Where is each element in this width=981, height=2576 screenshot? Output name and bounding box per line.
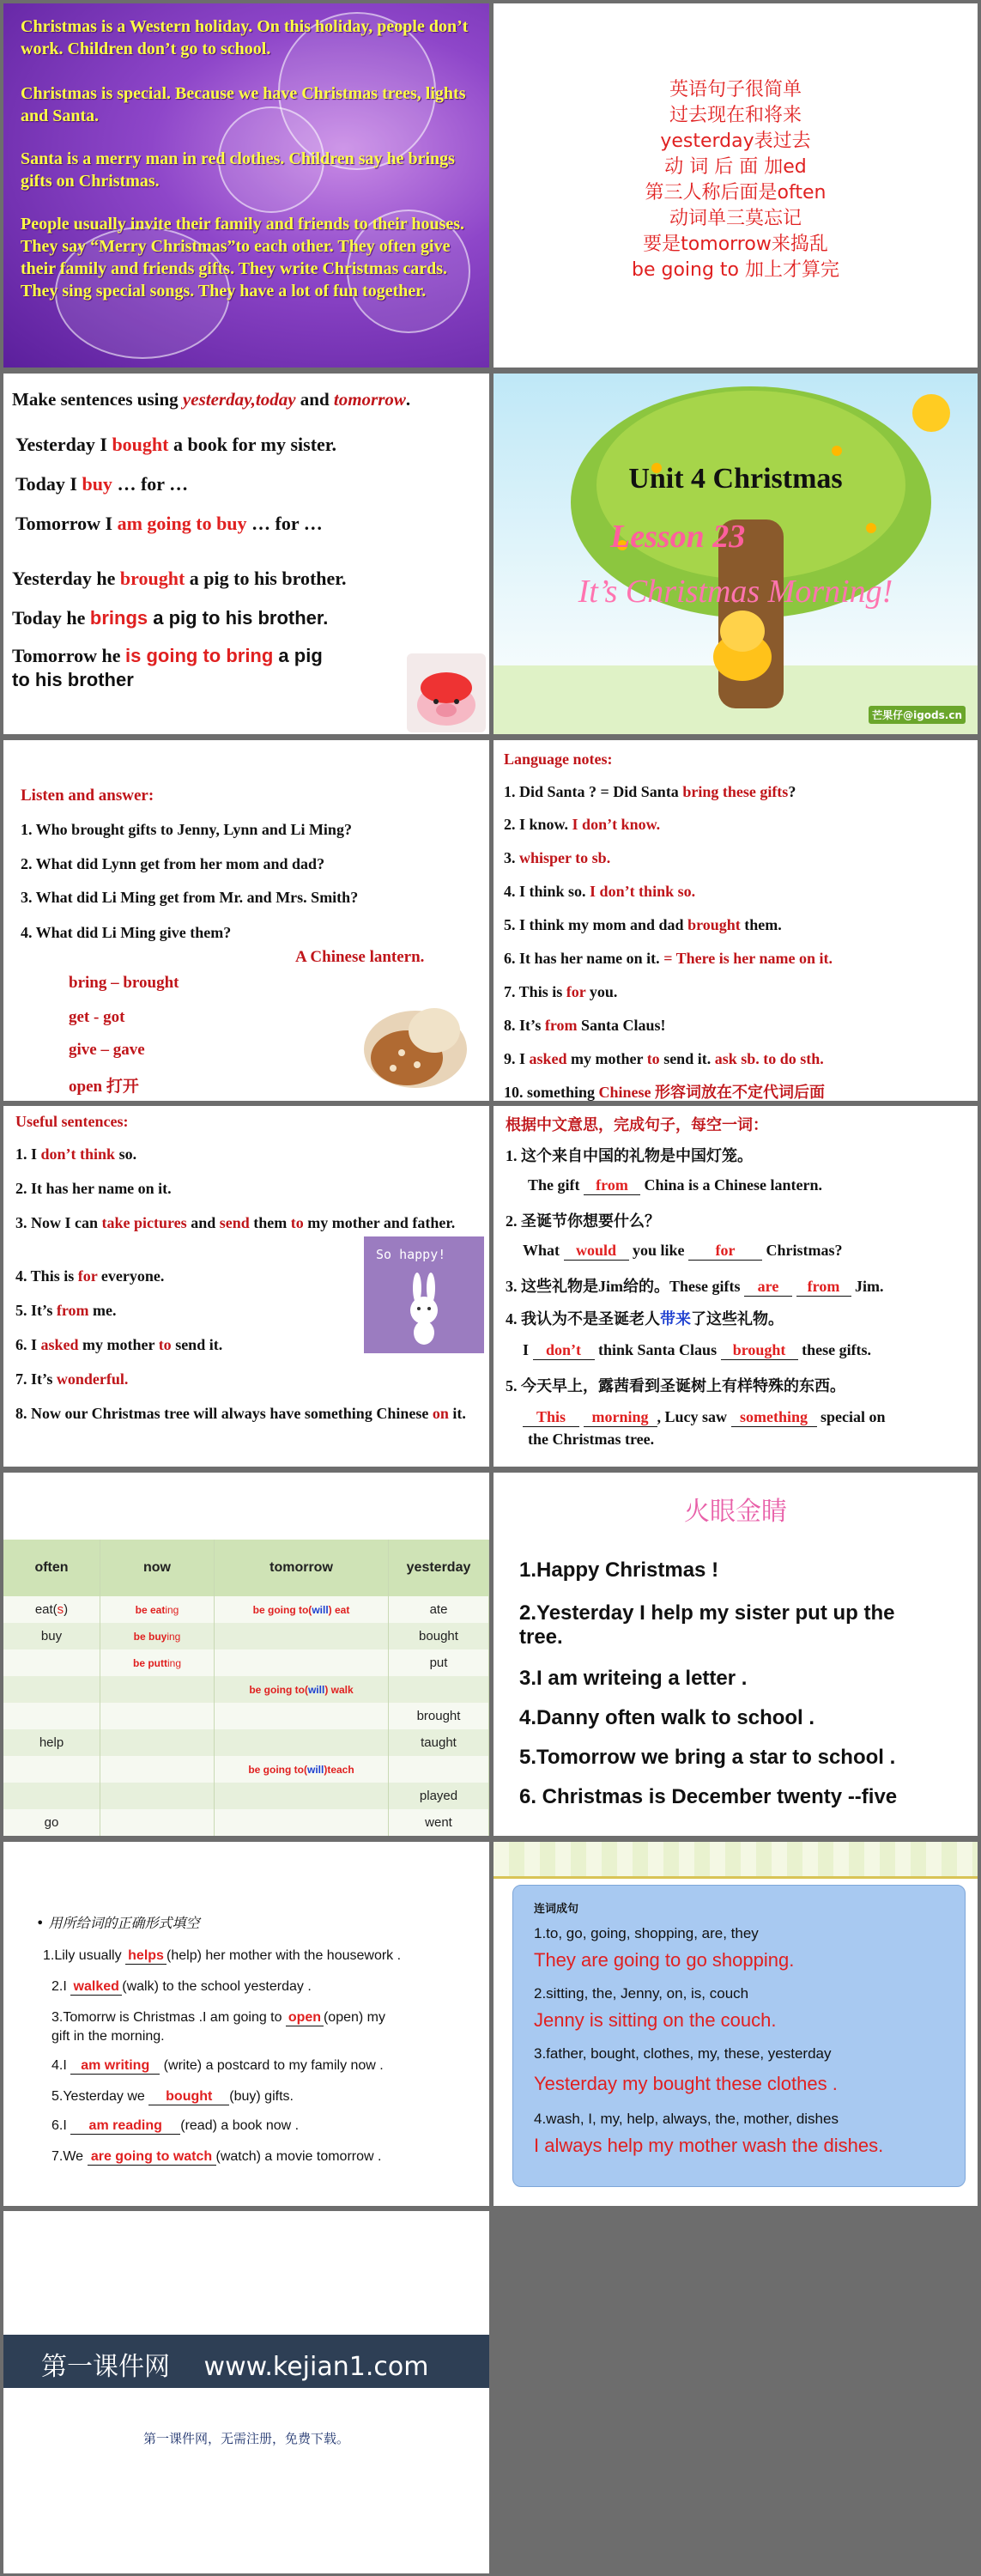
exercise-line: gift in the morning. <box>51 2029 165 2044</box>
error-sentence: tree. <box>519 1625 563 1649</box>
table-cell: ate <box>389 1596 489 1623</box>
sentence: 8. Now our Christmas tree will always have something Chinese on it. <box>15 1405 466 1422</box>
note: 2. I know. I don’t know. <box>504 816 661 833</box>
table-cell <box>215 1703 389 1729</box>
example-sentence: Today I buy … for … <box>15 473 189 495</box>
panel-heading: 连词成句 <box>534 1903 579 1916</box>
slide-complete-sentences <box>494 1106 978 1467</box>
exercise-line: What would you like for Christmas? <box>523 1242 843 1259</box>
table-cell: eat(s) <box>3 1596 100 1623</box>
table-cell: brought <box>389 1703 489 1729</box>
exercise-line: 3.Tomorrw is Christmas .I am going to open (open) my <box>51 2010 385 2025</box>
error-sentence: 6. Christmas is December twenty --five <box>519 1785 898 1808</box>
rhyme-line: 第三人称后面是often <box>645 182 827 204</box>
table-row <box>3 1596 489 1623</box>
slide-heading: Listen and answer: <box>21 787 154 805</box>
note: 1. Did Santa ? = Did Santa bring these gifts? <box>504 783 796 800</box>
slide-heading: 火眼金睛 <box>684 1497 787 1527</box>
slide-heading: Make sentences using yesterday,today and tomorrow. <box>12 389 411 410</box>
question: 1. Who brought gifts to Jenny, Lynn and Li Ming? <box>21 821 352 838</box>
table-cell <box>100 1783 215 1809</box>
note: 10. something Chinese 形容词放在不定代词后面 <box>504 1084 826 1101</box>
table-cell <box>3 1703 100 1729</box>
sentence: 4. This is for everyone. <box>15 1267 165 1285</box>
slide-heading: Useful sentences: <box>15 1113 129 1130</box>
table-cell <box>100 1756 215 1783</box>
table-cell: taught <box>389 1729 489 1756</box>
rhyme-line: yesterday表过去 <box>660 131 811 152</box>
table-cell: buy <box>3 1623 100 1649</box>
unit-title: Unit 4 Christmas <box>628 463 843 495</box>
table-cell <box>3 1649 100 1676</box>
exercise-line: 6.I am reading (read) a book now . <box>51 2118 300 2133</box>
slide-language-notes <box>494 740 978 1101</box>
slide-find-errors <box>494 1473 978 1836</box>
slide-word-ordering <box>494 1842 978 2206</box>
passage-paragraph: People usually invite their family and friends to their houses. They say “Merry Christmas”to each other. They often give their family and friends gifts. They write Christmas cards. They sing special songs. They have a lot of fun together. <box>21 215 465 301</box>
table-cell: be buying <box>100 1623 215 1649</box>
table-row <box>3 1783 489 1809</box>
brand-watermark: 芒果仔@igods.cn <box>869 706 966 724</box>
rhyme-line: be going to 加上才算完 <box>631 259 840 281</box>
example-sentence: Tomorrow I am going to buy … for … <box>15 513 323 534</box>
table-row <box>3 1809 489 1836</box>
lesson-subtitle: It’s Christmas Morning! <box>578 574 893 610</box>
error-sentence: 1.Happy Christmas ! <box>519 1558 719 1582</box>
note: 5. I think my mom and dad brought them. <box>504 916 782 933</box>
example-sentence: Tomorrow he is going to bring a pig <box>12 645 323 666</box>
table-cell <box>3 1756 100 1783</box>
verb-tense-table <box>3 1540 489 1836</box>
slide-fill-in-forms <box>3 1842 489 2206</box>
table-cell: be going to(will) walk <box>215 1676 389 1703</box>
note: 4. I think so. I don’t think so. <box>504 883 696 900</box>
answer: I always help my mother wash the dishes. <box>534 2135 884 2156</box>
sentence: 7. It’s wonderful. <box>15 1370 129 1388</box>
note: 6. It has her name on it. = There is her name on it. <box>504 950 833 967</box>
word-form: bring – brought <box>69 974 179 992</box>
answer: A Chinese lantern. <box>295 948 425 966</box>
answer: Yesterday my bought these clothes . <box>534 2073 838 2094</box>
site-banner <box>3 2335 489 2388</box>
example-sentence: Yesterday I bought a book for my sister. <box>15 434 337 455</box>
column-header: often <box>3 1540 100 1596</box>
slide-make-sentences <box>3 374 489 734</box>
column-header: now <box>100 1540 215 1596</box>
exercise-line: 2.I walked (walk) to the school yesterday . <box>51 1979 312 1994</box>
note: 8. It’s from Santa Claus! <box>504 1017 666 1034</box>
exercise-prompt: 2. 圣诞节你想要什么？ <box>506 1212 660 1230</box>
table-cell <box>215 1729 389 1756</box>
slide-heading: 根据中文意思，完成句子，每空一词： <box>506 1116 768 1133</box>
error-sentence: 2.Yesterday I help my sister put up the <box>519 1601 895 1625</box>
question: 3. What did Li Ming get from Mr. and Mrs. Smith? <box>21 889 359 906</box>
rhyme-line: 动词单三莫忘记 <box>669 208 802 229</box>
passage-paragraph: Christmas is a Western holiday. On this holiday, people don’t work. Children don’t go to school. <box>21 17 469 58</box>
word-list: 4.wash, I, my, help, always, the, mother, dishes <box>534 2111 839 2127</box>
table-cell <box>389 1676 489 1703</box>
table-cell <box>215 1783 389 1809</box>
table-cell: went <box>389 1809 489 1836</box>
table-cell: be putting <box>100 1649 215 1676</box>
so-happy-sticker: So happy! <box>364 1236 484 1353</box>
slide-useful-sentences <box>3 1106 489 1467</box>
table-cell <box>3 1783 100 1809</box>
example-sentence: to his brother <box>12 669 134 690</box>
table-cell: played <box>389 1783 489 1809</box>
table-row <box>3 1756 489 1783</box>
exercise-line: 5.Yesterday we bought (buy) gifts. <box>51 2089 294 2104</box>
table-cell: put <box>389 1649 489 1676</box>
plush-toy-image <box>355 989 475 1092</box>
pig-toy-image <box>407 653 486 732</box>
exercise-prompt: 4. 我认为不是圣诞老人带来了这些礼物。 <box>506 1310 784 1327</box>
table-cell <box>3 1676 100 1703</box>
lesson-number: Lesson 23 <box>610 519 746 555</box>
exercise-line: I don’t think Santa Claus brought these gifts. <box>523 1341 872 1358</box>
word-list: 3.father, bought, clothes, my, these, yesterday <box>534 2045 832 2062</box>
top-decoration <box>494 1842 978 1879</box>
word-ordering-panel <box>512 1885 966 2187</box>
rhyme-line: 英语句子很简单 <box>669 79 802 100</box>
answer: Jenny is sitting on the couch. <box>534 2009 777 2031</box>
note: 3. whisper to sb. <box>504 849 611 866</box>
table-cell <box>100 1703 215 1729</box>
exercise-line: 3. 这些礼物是Jim给的。These gifts are from Jim. <box>506 1278 884 1295</box>
exercise-prompt: 5. 今天早上，露茜看到圣诞树上有样特殊的东西。 <box>506 1377 845 1394</box>
exercise-prompt: 1. 这个来自中国的礼物是中国灯笼。 <box>506 1147 753 1164</box>
rhyme-line: 过去现在和将来 <box>669 105 802 126</box>
sentence: 1. I don’t think so. <box>15 1145 137 1163</box>
slide-heading: • 用所给词的正确形式填空 <box>36 1915 200 1931</box>
example-sentence: Yesterday he brought a pig to his brother. <box>12 568 347 589</box>
column-header: tomorrow <box>215 1540 389 1596</box>
exercise-line: 7.We are going to watch (watch) a movie tomorrow . <box>51 2149 382 2164</box>
table-cell <box>100 1729 215 1756</box>
table-cell <box>389 1756 489 1783</box>
word-form: give – gave <box>69 1041 145 1059</box>
table-cell: be going to(will) eat <box>215 1596 389 1623</box>
table-cell: bought <box>389 1623 489 1649</box>
table-cell <box>100 1676 215 1703</box>
table-row <box>3 1729 489 1756</box>
word-form: get - got <box>69 1008 125 1026</box>
slide-grammar-rhyme <box>494 3 978 368</box>
question: 2. What did Lynn get from her mom and dad? <box>21 855 325 872</box>
table-cell: be eating <box>100 1596 215 1623</box>
slide-site-footer <box>3 2211 489 2573</box>
passage-paragraph: Christmas is special. Because we have Christmas trees, lights and Santa. <box>21 84 466 125</box>
sentence: 5. It’s from me. <box>15 1302 117 1319</box>
column-header: yesterday <box>389 1540 489 1596</box>
slide-heading: Language notes: <box>504 750 613 768</box>
table-row <box>3 1623 489 1649</box>
sentence: 2. It has her name on it. <box>15 1180 172 1197</box>
table-cell: help <box>3 1729 100 1756</box>
error-sentence: 4.Danny often walk to school . <box>519 1706 815 1729</box>
table-cell <box>215 1649 389 1676</box>
rhyme-line: 要是tomorrow来捣乱 <box>643 234 828 255</box>
exercise-line: 4.I am writing (write) a postcard to my family now . <box>51 2058 384 2073</box>
exercise-line: The gift from China is a Chinese lantern. <box>528 1176 823 1194</box>
answer: They are going to go shopping. <box>534 1949 795 1971</box>
passage-paragraph: Santa is a merry man in red clothes. Children say he brings gifts on Christmas. <box>21 149 455 191</box>
exercise-line: the Christmas tree. <box>528 1431 655 1448</box>
sentence: 6. I asked my mother to send it. <box>15 1336 223 1353</box>
slide-verb-tense-table <box>3 1473 489 1836</box>
table-cell: be going to(will)teach <box>215 1756 389 1783</box>
table-cell <box>215 1809 389 1836</box>
exercise-line: This morning , Lucy saw something special on <box>523 1408 886 1427</box>
note: 7. This is for you. <box>504 983 618 1000</box>
note: 9. I asked my mother to send it. ask sb. to do sth. <box>504 1050 824 1067</box>
word-form: open 打开 <box>69 1078 139 1096</box>
rhyme-line: 动 词 后 面 加ed <box>664 156 807 178</box>
table-header-row <box>3 1540 489 1596</box>
example-sentence: Today he brings a pig to his brother. <box>12 607 329 629</box>
slide-unit-title <box>494 374 978 734</box>
table-cell <box>100 1809 215 1836</box>
word-list: 1.to, go, going, shopping, are, they <box>534 1925 759 1941</box>
table-row <box>3 1676 489 1703</box>
table-cell: go <box>3 1809 100 1836</box>
error-sentence: 5.Tomorrow we bring a star to school . <box>519 1746 896 1769</box>
table-row <box>3 1649 489 1676</box>
footer-note: 第一课件网，无需注册，免费下载。 <box>142 2431 349 2446</box>
sentence: 3. Now I can take pictures and send them to my mother and father. <box>15 1214 456 1231</box>
slide-listen-answer <box>3 740 489 1101</box>
error-sentence: 3.I am writeing a letter . <box>519 1667 748 1690</box>
exercise-line: 1.Lily usually helps (help) her mother with the housework . <box>43 1948 402 1963</box>
site-banner-text: 第一课件网 www.kejian1.com <box>41 2352 429 2382</box>
table-row <box>3 1703 489 1729</box>
word-list: 2.sitting, the, Jenny, on, is, couch <box>534 1985 749 2002</box>
slide-christmas-passage <box>3 3 489 368</box>
table-cell <box>215 1623 389 1649</box>
question: 4. What did Li Ming give them? <box>21 924 232 941</box>
